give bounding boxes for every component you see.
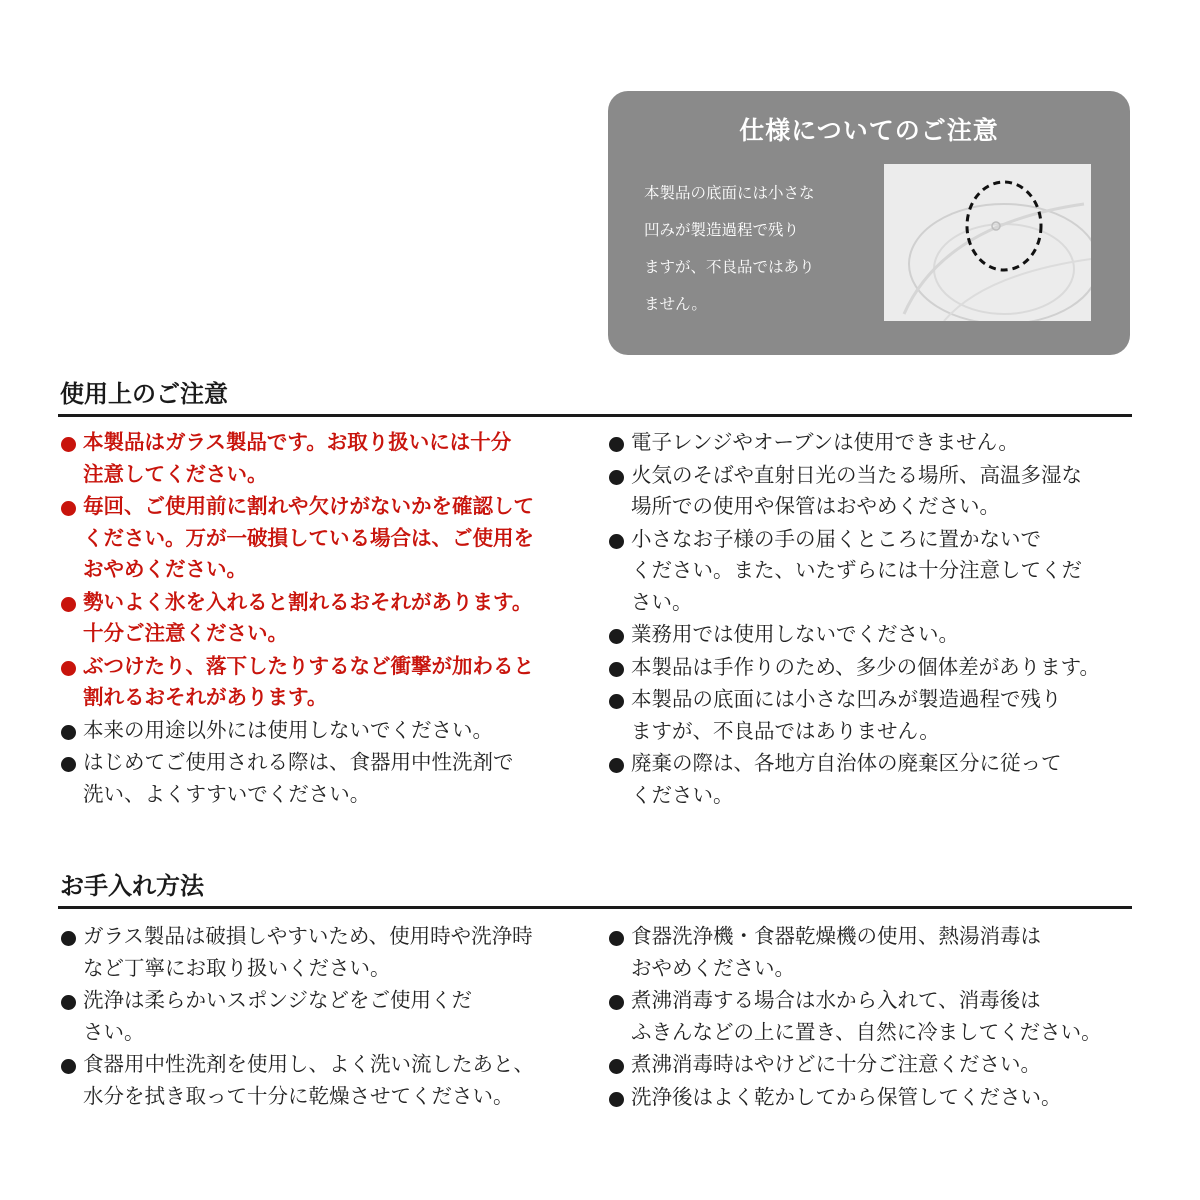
- usage-left-column: [60, 427, 598, 811]
- spec-note-body: [644, 175, 884, 323]
- usage-note-item: 火気のそばや直射日光の当たる場所、高温多湿な 場所での使用や保管はおやめください。: [608, 460, 1146, 523]
- usage-note-item: 業務用では使用しないでください。: [608, 619, 1146, 651]
- bullet-icon: [61, 661, 76, 676]
- bullet-icon: [609, 470, 624, 485]
- care-item: 洗浄は柔らかいスポンジなどをご使用くだ さい。: [60, 985, 598, 1048]
- care-item: 食器用中性洗剤を使用し、よく洗い流したあと、 水分を拭き取って十分に乾燥させてください。: [60, 1049, 598, 1112]
- usage-note-item: 小さなお子様の手の届くところに置かないで ください。また、いたずらには十分注意してくだ さい。: [608, 524, 1146, 619]
- bullet-icon: [609, 758, 624, 773]
- usage-warning-item: 本製品はガラス製品です。お取り扱いには十分 注意してください。: [60, 427, 598, 490]
- care-item: 洗浄後はよく乾かしてから保管してください。: [608, 1082, 1146, 1114]
- bullet-icon: [61, 725, 76, 740]
- bullet-icon: [609, 995, 624, 1010]
- bullet-icon: [609, 629, 624, 644]
- bullet-icon: [61, 501, 76, 516]
- bullet-icon: [609, 1059, 624, 1074]
- usage-warning-item: 毎回、ご使用前に割れや欠けがないかを確認して ください。万が一破損している場合は、ご使用を おやめください。: [60, 491, 598, 586]
- bullet-icon: [61, 1059, 76, 1074]
- care-item: ガラス製品は破損しやすいため、使用時や洗浄時 など丁寧にお取り扱いください。: [60, 921, 598, 984]
- usage-note-item: 本製品の底面には小さな凹みが製造過程で残り ますが、不良品ではありません。: [608, 684, 1146, 747]
- usage-note-item: 本製品は手作りのため、多少の個体差があります。: [608, 652, 1146, 684]
- bullet-icon: [609, 931, 624, 946]
- glass-bottom-dent-photo: [884, 164, 1091, 321]
- glass-photo-icon: [884, 164, 1091, 321]
- bullet-icon: [609, 662, 624, 677]
- care-item: 煮沸消毒する場合は水から入れて、消毒後は ふきんなどの上に置き、自然に冷ましてください。: [608, 985, 1146, 1048]
- usage-heading: 使用上のご注意: [60, 380, 228, 408]
- care-heading: お手入れ方法: [60, 872, 204, 900]
- usage-note-item: はじめてご使用される際は、食器用中性洗剤で 洗い、よくすすいでください。: [60, 747, 598, 810]
- care-right-column: [608, 921, 1146, 1114]
- usage-note-item: 電子レンジやオーブンは使用できません。: [608, 427, 1146, 459]
- spec-note-line: 凹みが製造過程で残り: [644, 221, 800, 239]
- spec-note-line: 本製品の底面には小さな: [644, 184, 815, 202]
- bullet-icon: [61, 437, 76, 452]
- bullet-icon: [61, 757, 76, 772]
- bullet-icon: [609, 534, 624, 549]
- bullet-icon: [61, 995, 76, 1010]
- care-divider: [58, 906, 1132, 909]
- spec-note-line: ますが、不良品ではあり: [644, 258, 815, 276]
- bullet-icon: [609, 1092, 624, 1107]
- usage-note-item: 本来の用途以外には使用しないでください。: [60, 715, 598, 747]
- spec-note-line: ません。: [644, 295, 707, 313]
- usage-divider: [58, 414, 1132, 417]
- care-item: 食器洗浄機・食器乾燥機の使用、熱湯消毒は おやめください。: [608, 921, 1146, 984]
- spec-note-box: [608, 91, 1130, 355]
- spec-note-title: 仕様についてのご注意: [739, 116, 999, 145]
- usage-note-item: 廃棄の際は、各地方自治体の廃棄区分に従って ください。: [608, 748, 1146, 811]
- care-left-column: [60, 921, 598, 1113]
- bullet-icon: [609, 437, 624, 452]
- bullet-icon: [61, 597, 76, 612]
- bullet-icon: [61, 931, 76, 946]
- bullet-icon: [609, 694, 624, 709]
- care-item: 煮沸消毒時はやけどに十分ご注意ください。: [608, 1049, 1146, 1081]
- usage-right-column: [608, 427, 1146, 812]
- usage-warning-item: 勢いよく氷を入れると割れるおそれがあります。 十分ご注意ください。: [60, 587, 598, 650]
- usage-warning-item: ぶつけたり、落下したりするなど衝撃が加わると 割れるおそれがあります。: [60, 651, 598, 714]
